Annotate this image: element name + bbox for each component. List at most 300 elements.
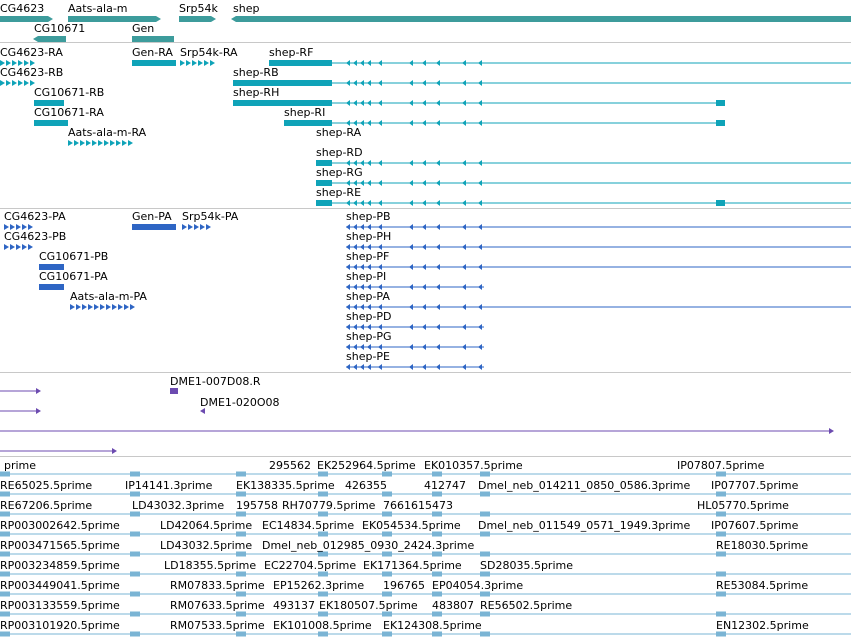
protein-label[interactable]: CG4623-PA bbox=[4, 210, 66, 223]
protein-label[interactable]: shep-PH bbox=[346, 230, 392, 243]
protein-glyph[interactable] bbox=[436, 284, 440, 290]
est-glyph[interactable] bbox=[236, 552, 246, 557]
protein-glyph[interactable] bbox=[462, 344, 466, 350]
est-glyph[interactable] bbox=[432, 472, 442, 477]
est-glyph[interactable] bbox=[716, 472, 726, 477]
protein-glyph[interactable] bbox=[360, 364, 364, 370]
transcript-glyph[interactable] bbox=[462, 100, 466, 106]
transcript-glyph[interactable] bbox=[716, 120, 725, 126]
transcript-glyph[interactable] bbox=[316, 200, 332, 206]
est-label[interactable]: IP07707.5prime bbox=[711, 479, 799, 492]
est-glyph[interactable] bbox=[382, 472, 392, 477]
transcript-glyph[interactable] bbox=[378, 180, 382, 186]
est-glyph[interactable] bbox=[0, 492, 10, 497]
est-label[interactable]: 195758 bbox=[236, 499, 278, 512]
protein-glyph[interactable] bbox=[436, 304, 440, 310]
est-glyph[interactable] bbox=[236, 512, 246, 517]
protein-glyph[interactable] bbox=[436, 264, 440, 270]
est-label[interactable]: 483807 bbox=[432, 599, 474, 612]
protein-glyph[interactable] bbox=[28, 244, 33, 250]
clone-glyph[interactable] bbox=[36, 388, 41, 394]
protein-glyph[interactable] bbox=[422, 264, 426, 270]
transcript-glyph[interactable] bbox=[409, 180, 413, 186]
est-label[interactable]: 7661615473 bbox=[383, 499, 453, 512]
est-glyph[interactable] bbox=[716, 572, 726, 577]
est-label[interactable]: RE18030.5prime bbox=[716, 539, 809, 552]
transcript-glyph[interactable] bbox=[110, 140, 115, 146]
clone-glyph[interactable] bbox=[829, 428, 834, 434]
est-glyph[interactable] bbox=[236, 592, 246, 597]
gene-glyph[interactable] bbox=[179, 16, 211, 22]
protein-label[interactable]: shep-PE bbox=[346, 350, 391, 363]
est-glyph[interactable] bbox=[318, 492, 328, 497]
clone-glyph[interactable] bbox=[112, 448, 117, 454]
clone-glyph[interactable] bbox=[170, 388, 178, 394]
protein-label[interactable]: Gen-PA bbox=[132, 210, 172, 223]
est-glyph[interactable] bbox=[716, 492, 726, 497]
protein-glyph[interactable] bbox=[436, 344, 440, 350]
transcript-glyph[interactable] bbox=[116, 140, 121, 146]
transcript-glyph[interactable] bbox=[0, 80, 5, 86]
est-glyph[interactable] bbox=[0, 472, 10, 477]
transcript-label[interactable]: Gen-RA bbox=[132, 46, 173, 59]
est-label[interactable]: Dmel_neb_011549_0571_1949.3prime bbox=[478, 519, 691, 532]
protein-label[interactable]: CG4623-PB bbox=[4, 230, 67, 243]
protein-glyph[interactable] bbox=[422, 284, 426, 290]
transcript-label[interactable]: shep-RG bbox=[316, 166, 363, 179]
est-label[interactable]: 295562 bbox=[269, 459, 311, 472]
protein-label[interactable]: CG10671-PA bbox=[39, 270, 108, 283]
transcript-glyph[interactable] bbox=[353, 100, 357, 106]
transcript-glyph[interactable] bbox=[422, 100, 426, 106]
protein-glyph[interactable] bbox=[436, 324, 440, 330]
est-label[interactable]: 412747 bbox=[424, 479, 466, 492]
protein-glyph[interactable] bbox=[106, 304, 111, 310]
est-label[interactable]: RP003101920.5prime bbox=[0, 619, 120, 632]
est-glyph[interactable] bbox=[236, 472, 246, 477]
transcript-glyph[interactable] bbox=[409, 80, 413, 86]
transcript-glyph[interactable] bbox=[478, 80, 482, 86]
protein-glyph[interactable] bbox=[353, 364, 357, 370]
est-glyph[interactable] bbox=[716, 612, 726, 617]
est-label[interactable]: RP003234859.5prime bbox=[0, 559, 120, 572]
transcript-glyph[interactable] bbox=[422, 180, 426, 186]
est-glyph[interactable] bbox=[236, 572, 246, 577]
transcript-glyph[interactable] bbox=[409, 160, 413, 166]
gene-glyph[interactable] bbox=[231, 16, 236, 22]
est-label[interactable]: RP003133559.5prime bbox=[0, 599, 120, 612]
est-glyph[interactable] bbox=[480, 612, 490, 617]
est-glyph[interactable] bbox=[0, 532, 10, 537]
transcript-glyph[interactable] bbox=[360, 80, 364, 86]
est-glyph[interactable] bbox=[130, 472, 140, 477]
transcript-label[interactable]: Srp54k-RA bbox=[180, 46, 238, 59]
protein-glyph[interactable] bbox=[478, 304, 482, 310]
est-glyph[interactable] bbox=[432, 592, 442, 597]
protein-label[interactable]: shep-PG bbox=[346, 330, 392, 343]
gene-glyph[interactable] bbox=[156, 16, 161, 22]
clone-label[interactable]: DME1-007D08.R bbox=[170, 375, 261, 388]
est-glyph[interactable] bbox=[236, 612, 246, 617]
est-glyph[interactable] bbox=[382, 552, 392, 557]
protein-glyph[interactable] bbox=[367, 364, 371, 370]
est-label[interactable]: LD43032.3prime bbox=[132, 499, 225, 512]
est-label[interactable]: RM07533.5prime bbox=[170, 619, 265, 632]
est-label[interactable]: SD28035.5prime bbox=[480, 559, 573, 572]
protein-glyph[interactable] bbox=[22, 244, 27, 250]
transcript-glyph[interactable] bbox=[422, 160, 426, 166]
protein-label[interactable]: shep-PB bbox=[346, 210, 391, 223]
est-glyph[interactable] bbox=[318, 632, 328, 637]
protein-glyph[interactable] bbox=[409, 364, 413, 370]
gene-label[interactable]: Aats-ala-m bbox=[68, 2, 128, 15]
transcript-glyph[interactable] bbox=[346, 80, 350, 86]
est-glyph[interactable] bbox=[0, 512, 10, 517]
transcript-glyph[interactable] bbox=[367, 80, 371, 86]
protein-glyph[interactable] bbox=[94, 304, 99, 310]
est-label[interactable]: RE67206.5prime bbox=[0, 499, 93, 512]
est-label[interactable]: prime bbox=[4, 459, 37, 472]
protein-glyph[interactable] bbox=[188, 224, 193, 230]
transcript-glyph[interactable] bbox=[462, 120, 466, 126]
gene-glyph[interactable] bbox=[236, 16, 851, 22]
transcript-glyph[interactable] bbox=[360, 100, 364, 106]
transcript-glyph[interactable] bbox=[367, 160, 371, 166]
est-glyph[interactable] bbox=[236, 632, 246, 637]
est-glyph[interactable] bbox=[382, 532, 392, 537]
transcript-label[interactable]: CG10671-RA bbox=[34, 106, 104, 119]
protein-glyph[interactable] bbox=[422, 304, 426, 310]
protein-label[interactable]: Aats-ala-m-PA bbox=[70, 290, 147, 303]
transcript-glyph[interactable] bbox=[716, 200, 725, 206]
est-glyph[interactable] bbox=[318, 572, 328, 577]
est-glyph[interactable] bbox=[0, 632, 10, 637]
est-label[interactable]: RH70779.5prime bbox=[282, 499, 376, 512]
est-glyph[interactable] bbox=[432, 532, 442, 537]
protein-glyph[interactable] bbox=[182, 224, 187, 230]
transcript-glyph[interactable] bbox=[478, 60, 482, 66]
clone-glyph[interactable] bbox=[36, 408, 41, 414]
transcript-glyph[interactable] bbox=[210, 60, 215, 66]
protein-glyph[interactable] bbox=[409, 304, 413, 310]
protein-glyph[interactable] bbox=[478, 344, 482, 350]
transcript-glyph[interactable] bbox=[346, 100, 350, 106]
protein-glyph[interactable] bbox=[112, 304, 117, 310]
protein-label[interactable]: shep-PD bbox=[346, 310, 392, 323]
est-glyph[interactable] bbox=[236, 532, 246, 537]
protein-glyph[interactable] bbox=[118, 304, 123, 310]
est-glyph[interactable] bbox=[0, 572, 10, 577]
est-glyph[interactable] bbox=[318, 552, 328, 557]
est-label[interactable]: EC22704.5prime bbox=[264, 559, 357, 572]
transcript-glyph[interactable] bbox=[478, 160, 482, 166]
transcript-glyph[interactable] bbox=[462, 180, 466, 186]
transcript-glyph[interactable] bbox=[378, 120, 382, 126]
est-glyph[interactable] bbox=[236, 492, 246, 497]
protein-glyph[interactable] bbox=[422, 344, 426, 350]
transcript-glyph[interactable] bbox=[436, 180, 440, 186]
transcript-label[interactable]: shep-RB bbox=[233, 66, 279, 79]
transcript-label[interactable]: Aats-ala-m-RA bbox=[68, 126, 147, 139]
transcript-glyph[interactable] bbox=[462, 60, 466, 66]
transcript-glyph[interactable] bbox=[436, 160, 440, 166]
est-glyph[interactable] bbox=[0, 552, 10, 557]
protein-glyph[interactable] bbox=[409, 224, 413, 230]
transcript-glyph[interactable] bbox=[360, 60, 364, 66]
transcript-glyph[interactable] bbox=[422, 80, 426, 86]
gene-label[interactable]: Gen bbox=[132, 22, 155, 35]
est-label[interactable]: EP04054.3prime bbox=[432, 579, 524, 592]
transcript-glyph[interactable] bbox=[409, 60, 413, 66]
est-glyph[interactable] bbox=[432, 632, 442, 637]
protein-glyph[interactable] bbox=[462, 304, 466, 310]
transcript-glyph[interactable] bbox=[86, 140, 91, 146]
transcript-glyph[interactable] bbox=[186, 60, 191, 66]
protein-glyph[interactable] bbox=[422, 244, 426, 250]
protein-glyph[interactable] bbox=[422, 324, 426, 330]
protein-glyph[interactable] bbox=[422, 224, 426, 230]
protein-glyph[interactable] bbox=[378, 364, 382, 370]
est-glyph[interactable] bbox=[0, 592, 10, 597]
transcript-label[interactable]: shep-RF bbox=[269, 46, 314, 59]
transcript-glyph[interactable] bbox=[367, 180, 371, 186]
transcript-glyph[interactable] bbox=[367, 60, 371, 66]
transcript-label[interactable]: shep-RI bbox=[284, 106, 326, 119]
transcript-glyph[interactable] bbox=[74, 140, 79, 146]
transcript-glyph[interactable] bbox=[24, 80, 29, 86]
est-label[interactable]: EK171364.5prime bbox=[363, 559, 462, 572]
est-glyph[interactable] bbox=[130, 572, 140, 577]
protein-glyph[interactable] bbox=[346, 364, 350, 370]
est-glyph[interactable] bbox=[480, 532, 490, 537]
protein-label[interactable]: CG10671-PB bbox=[39, 250, 109, 263]
protein-glyph[interactable] bbox=[478, 224, 482, 230]
est-glyph[interactable] bbox=[480, 472, 490, 477]
protein-label[interactable]: shep-PA bbox=[346, 290, 390, 303]
gene-label[interactable]: CG4623 bbox=[0, 2, 45, 15]
est-label[interactable]: IP07607.5prime bbox=[711, 519, 799, 532]
est-label[interactable]: EN12302.5prime bbox=[716, 619, 809, 632]
est-glyph[interactable] bbox=[382, 492, 392, 497]
est-label[interactable]: EK138335.5prime bbox=[236, 479, 335, 492]
est-glyph[interactable] bbox=[716, 532, 726, 537]
protein-glyph[interactable] bbox=[124, 304, 129, 310]
est-glyph[interactable] bbox=[382, 612, 392, 617]
transcript-glyph[interactable] bbox=[180, 60, 185, 66]
transcript-glyph[interactable] bbox=[716, 100, 725, 106]
protein-glyph[interactable] bbox=[76, 304, 81, 310]
est-label[interactable]: 426355 bbox=[345, 479, 387, 492]
est-label[interactable]: RE65025.5prime bbox=[0, 479, 93, 492]
est-label[interactable]: RM07633.5prime bbox=[170, 599, 265, 612]
est-label[interactable]: EK010357.5prime bbox=[424, 459, 523, 472]
transcript-label[interactable]: CG4623-RA bbox=[0, 46, 63, 59]
protein-glyph[interactable] bbox=[130, 304, 135, 310]
protein-glyph[interactable] bbox=[409, 284, 413, 290]
est-glyph[interactable] bbox=[318, 592, 328, 597]
transcript-glyph[interactable] bbox=[353, 60, 357, 66]
est-glyph[interactable] bbox=[130, 592, 140, 597]
transcript-label[interactable]: shep-RD bbox=[316, 146, 363, 159]
transcript-glyph[interactable] bbox=[378, 80, 382, 86]
transcript-glyph[interactable] bbox=[346, 60, 350, 66]
est-label[interactable]: RE56502.5prime bbox=[480, 599, 573, 612]
protein-glyph[interactable] bbox=[462, 224, 466, 230]
est-glyph[interactable] bbox=[432, 492, 442, 497]
est-glyph[interactable] bbox=[382, 572, 392, 577]
protein-glyph[interactable] bbox=[462, 284, 466, 290]
protein-glyph[interactable] bbox=[478, 244, 482, 250]
est-glyph[interactable] bbox=[480, 632, 490, 637]
protein-glyph[interactable] bbox=[70, 304, 75, 310]
transcript-glyph[interactable] bbox=[409, 100, 413, 106]
est-glyph[interactable] bbox=[318, 612, 328, 617]
transcript-glyph[interactable] bbox=[367, 120, 371, 126]
transcript-label[interactable]: shep-RH bbox=[233, 86, 280, 99]
est-glyph[interactable] bbox=[130, 612, 140, 617]
protein-glyph[interactable] bbox=[4, 244, 9, 250]
est-glyph[interactable] bbox=[432, 512, 442, 517]
transcript-glyph[interactable] bbox=[409, 120, 413, 126]
protein-glyph[interactable] bbox=[206, 224, 211, 230]
est-label[interactable]: RM07833.5prime bbox=[170, 579, 265, 592]
est-label[interactable]: IP07807.5prime bbox=[677, 459, 765, 472]
protein-glyph[interactable] bbox=[436, 224, 440, 230]
est-glyph[interactable] bbox=[716, 512, 726, 517]
est-glyph[interactable] bbox=[130, 532, 140, 537]
est-glyph[interactable] bbox=[432, 612, 442, 617]
protein-glyph[interactable] bbox=[478, 284, 482, 290]
est-label[interactable]: EC14834.5prime bbox=[262, 519, 355, 532]
protein-glyph[interactable] bbox=[200, 224, 205, 230]
est-label[interactable]: EK252964.5prime bbox=[317, 459, 416, 472]
est-label[interactable]: IP14141.3prime bbox=[125, 479, 213, 492]
est-glyph[interactable] bbox=[318, 472, 328, 477]
est-label[interactable]: RP003471565.5prime bbox=[0, 539, 120, 552]
transcript-glyph[interactable] bbox=[367, 100, 371, 106]
est-glyph[interactable] bbox=[480, 552, 490, 557]
transcript-glyph[interactable] bbox=[378, 100, 382, 106]
protein-label[interactable]: shep-PI bbox=[346, 270, 387, 283]
transcript-glyph[interactable] bbox=[34, 120, 68, 126]
est-glyph[interactable] bbox=[716, 632, 726, 637]
transcript-label[interactable]: CG4623-RB bbox=[0, 66, 64, 79]
est-glyph[interactable] bbox=[432, 572, 442, 577]
est-label[interactable]: EK180507.5prime bbox=[319, 599, 418, 612]
transcript-glyph[interactable] bbox=[462, 160, 466, 166]
protein-glyph[interactable] bbox=[462, 324, 466, 330]
transcript-glyph[interactable] bbox=[462, 80, 466, 86]
est-label[interactable]: LD42064.5prime bbox=[160, 519, 253, 532]
est-label[interactable]: EK101008.5prime bbox=[273, 619, 372, 632]
transcript-glyph[interactable] bbox=[378, 160, 382, 166]
protein-glyph[interactable] bbox=[409, 244, 413, 250]
protein-glyph[interactable] bbox=[409, 324, 413, 330]
est-glyph[interactable] bbox=[480, 572, 490, 577]
est-label[interactable]: LD18355.5prime bbox=[164, 559, 257, 572]
transcript-glyph[interactable] bbox=[128, 140, 133, 146]
protein-glyph[interactable] bbox=[436, 364, 440, 370]
protein-glyph[interactable] bbox=[409, 264, 413, 270]
est-label[interactable]: Dmel_neb_014211_0850_0586.3prime bbox=[478, 479, 691, 492]
transcript-glyph[interactable] bbox=[436, 100, 440, 106]
transcript-glyph[interactable] bbox=[204, 60, 209, 66]
clone-label[interactable]: DME1-020O08 bbox=[200, 396, 280, 409]
protein-glyph[interactable] bbox=[88, 304, 93, 310]
protein-glyph[interactable] bbox=[462, 244, 466, 250]
est-label[interactable]: EK124308.5prime bbox=[383, 619, 482, 632]
est-label[interactable]: EK054534.5prime bbox=[362, 519, 461, 532]
protein-glyph[interactable] bbox=[422, 364, 426, 370]
transcript-glyph[interactable] bbox=[18, 80, 23, 86]
transcript-label[interactable]: shep-RA bbox=[316, 126, 362, 139]
est-glyph[interactable] bbox=[716, 552, 726, 557]
transcript-glyph[interactable] bbox=[422, 120, 426, 126]
transcript-glyph[interactable] bbox=[6, 80, 11, 86]
protein-glyph[interactable] bbox=[82, 304, 87, 310]
est-glyph[interactable] bbox=[480, 592, 490, 597]
transcript-glyph[interactable] bbox=[98, 140, 103, 146]
protein-label[interactable]: shep-PF bbox=[346, 250, 390, 263]
transcript-glyph[interactable] bbox=[436, 80, 440, 86]
transcript-glyph[interactable] bbox=[122, 140, 127, 146]
est-glyph[interactable] bbox=[130, 492, 140, 497]
gene-label[interactable]: Srp54k bbox=[179, 2, 218, 15]
transcript-label[interactable]: shep-RE bbox=[316, 186, 362, 199]
transcript-glyph[interactable] bbox=[68, 140, 73, 146]
protein-glyph[interactable] bbox=[132, 224, 176, 230]
protein-glyph[interactable] bbox=[39, 284, 64, 290]
est-label[interactable]: LD43032.5prime bbox=[160, 539, 253, 552]
gene-glyph[interactable] bbox=[211, 16, 216, 22]
transcript-glyph[interactable] bbox=[478, 180, 482, 186]
est-glyph[interactable] bbox=[318, 532, 328, 537]
transcript-label[interactable]: CG10671-RB bbox=[34, 86, 105, 99]
est-glyph[interactable] bbox=[480, 512, 490, 517]
protein-glyph[interactable] bbox=[462, 364, 466, 370]
transcript-glyph[interactable] bbox=[192, 60, 197, 66]
est-label[interactable]: RE53084.5prime bbox=[716, 579, 809, 592]
est-label[interactable]: RP003449041.5prime bbox=[0, 579, 120, 592]
est-glyph[interactable] bbox=[432, 552, 442, 557]
protein-glyph[interactable] bbox=[478, 364, 482, 370]
protein-label[interactable]: Srp54k-PA bbox=[182, 210, 239, 223]
transcript-glyph[interactable] bbox=[436, 60, 440, 66]
transcript-glyph[interactable] bbox=[436, 120, 440, 126]
protein-glyph[interactable] bbox=[478, 324, 482, 330]
protein-glyph[interactable] bbox=[462, 264, 466, 270]
est-label[interactable]: RP003002642.5prime bbox=[0, 519, 120, 532]
transcript-glyph[interactable] bbox=[80, 140, 85, 146]
gene-label[interactable]: shep bbox=[233, 2, 260, 15]
est-glyph[interactable] bbox=[382, 632, 392, 637]
protein-glyph[interactable] bbox=[478, 264, 482, 270]
transcript-glyph[interactable] bbox=[378, 60, 382, 66]
est-glyph[interactable] bbox=[382, 512, 392, 517]
est-label[interactable]: Dmel_neb_012985_0930_2424.3prime bbox=[262, 539, 475, 552]
protein-glyph[interactable] bbox=[16, 244, 21, 250]
est-glyph[interactable] bbox=[130, 512, 140, 517]
transcript-glyph[interactable] bbox=[132, 60, 176, 66]
protein-glyph[interactable] bbox=[409, 344, 413, 350]
transcript-glyph[interactable] bbox=[12, 80, 17, 86]
est-label[interactable]: EP15262.3prime bbox=[273, 579, 365, 592]
transcript-glyph[interactable] bbox=[478, 120, 482, 126]
est-glyph[interactable] bbox=[382, 592, 392, 597]
protein-glyph[interactable] bbox=[194, 224, 199, 230]
transcript-glyph[interactable] bbox=[422, 60, 426, 66]
est-glyph[interactable] bbox=[130, 632, 140, 637]
